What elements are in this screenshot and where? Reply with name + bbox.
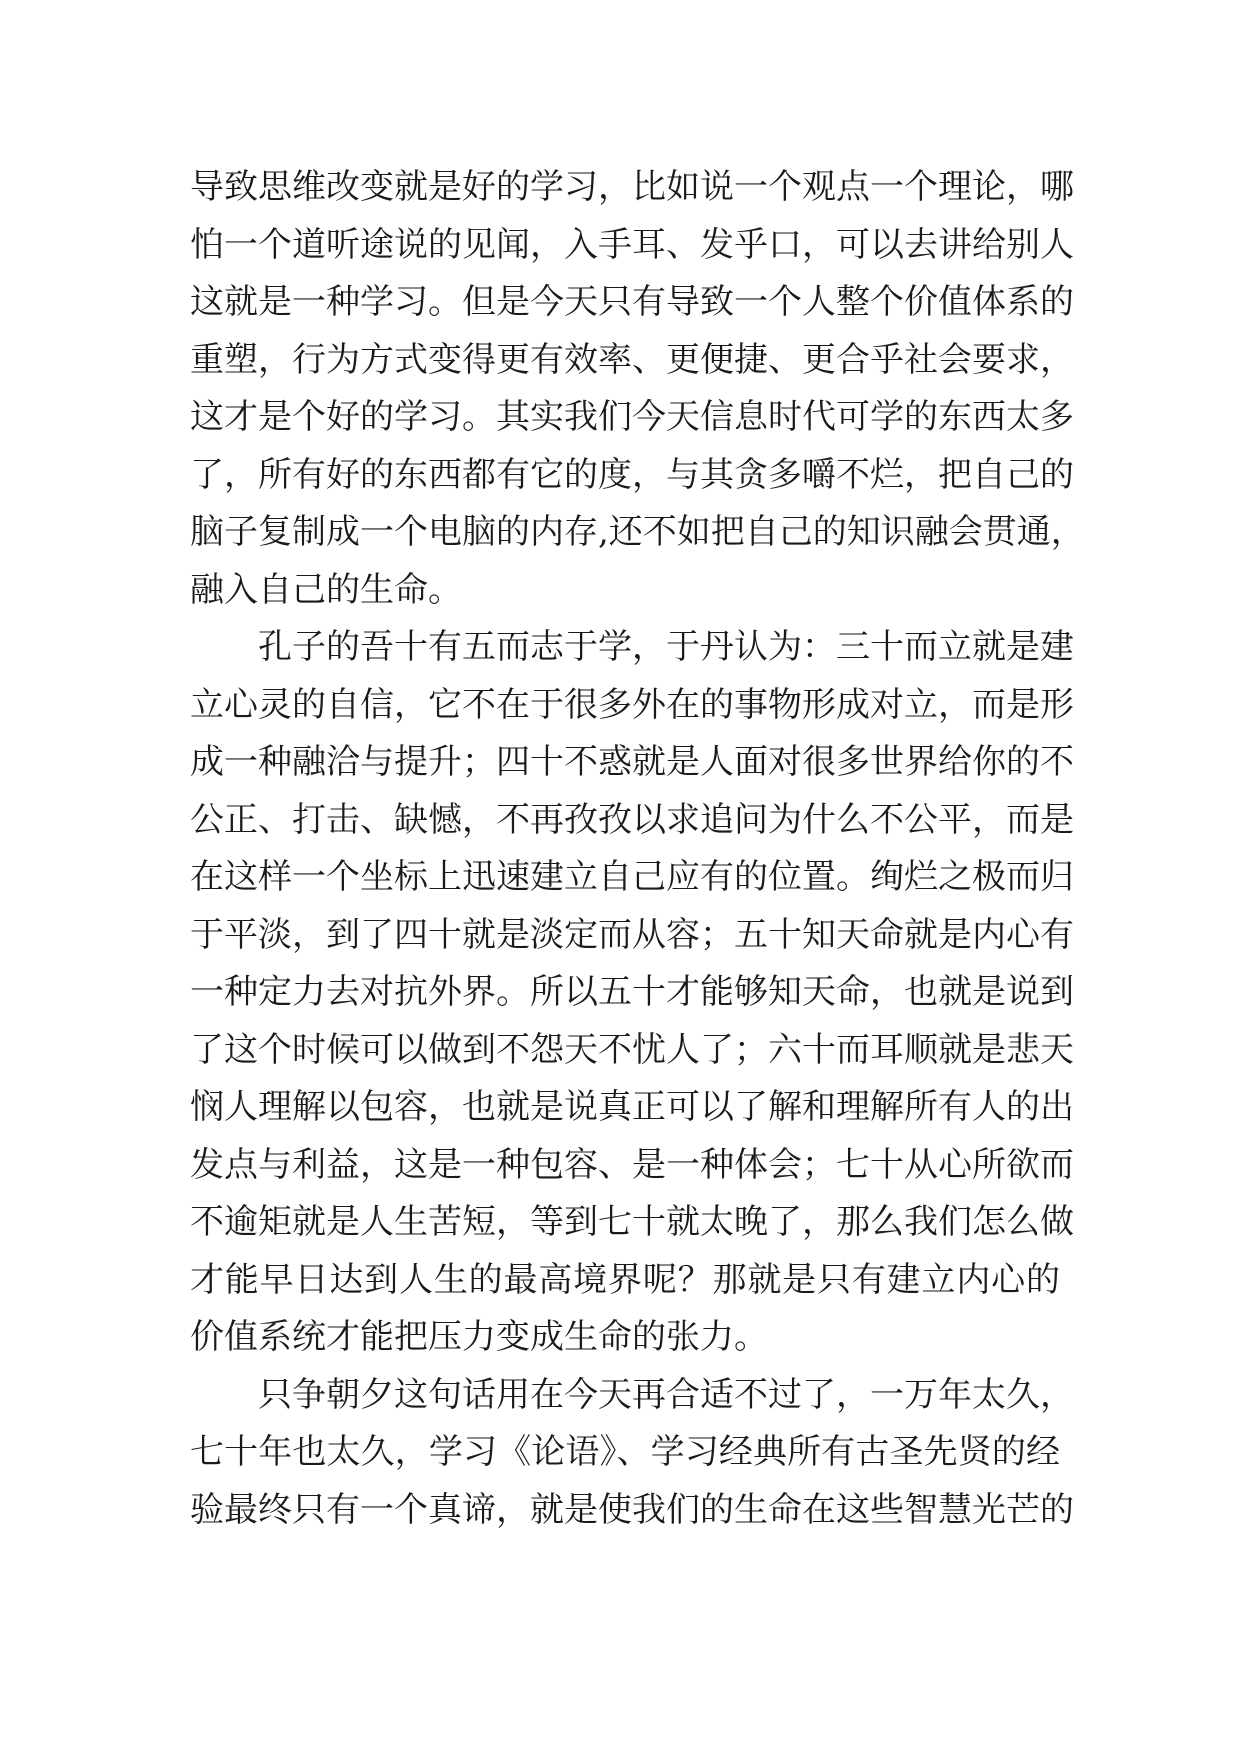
text-line: 了，所有好的东西都有它的度，与其贪多嚼不烂，把自己的	[190, 454, 1074, 495]
text-line: 价值系统才能把压力变成生命的张力。	[190, 1317, 768, 1357]
paragraph-2	[190, 619, 1074, 1367]
text-line: 脑子复制成一个电脑的内存,还不如把自己的知识融会贯通，	[190, 512, 1085, 552]
document-body	[190, 159, 1085, 1539]
text-line: 这就是一种学习。但是今天只有导致一个人整个价值体系的	[190, 282, 1074, 322]
text-line: 验最终只有一个真谛，就是使我们的生命在这些智慧光芒的	[190, 1489, 1074, 1530]
text-line: 在这样一个坐标上迅速建立自己应有的位置。绚烂之极而归	[190, 857, 1074, 897]
text-line: 融入自己的生命。	[190, 569, 462, 610]
text-line: 了这个时候可以做到不怨天不忧人了；六十而耳顺就是悲天	[190, 1029, 1074, 1070]
text-line: 立心灵的自信，它不在于很多外在的事物形成对立，而是形	[190, 684, 1074, 725]
text-line: 导致思维改变就是好的学习，比如说一个观点一个理论，哪	[190, 167, 1074, 207]
text-line: 只争朝夕这句话用在今天再合适不过了，一万年太久，	[190, 1374, 1074, 1415]
text-line: 才能早日达到人生的最高境界呢？那就是只有建立内心的	[190, 1259, 1060, 1300]
text-line: 公正、打击、缺憾，不再孜孜以求追问为什么不公平，而是	[190, 799, 1074, 840]
text-line: 发点与利益，这是一种包容、是一种体会；七十从心所欲而	[190, 1144, 1074, 1185]
text-line: 成一种融洽与提升；四十不惑就是人面对很多世界给你的不	[190, 742, 1074, 782]
text-line: 一种定力去对抗外界。所以五十才能够知天命，也就是说到	[190, 972, 1074, 1012]
text-line: 孔子的吾十有五而志于学，于丹认为：三十而立就是建	[190, 627, 1074, 667]
text-line: 悯人理解以包容，也就是说真正可以了解和理解所有人的出	[190, 1087, 1074, 1127]
text-line: 怕一个道听途说的见闻，入手耳、发乎口，可以去讲给别人	[190, 224, 1074, 265]
paragraph-1	[190, 159, 1085, 619]
paragraph-3	[190, 1367, 1074, 1540]
text-line: 不逾矩就是人生苦短，等到七十就太晚了，那么我们怎么做	[190, 1202, 1074, 1242]
text-line: 这才是个好的学习。其实我们今天信息时代可学的东西太多	[190, 397, 1074, 437]
text-line: 重塑，行为方式变得更有效率、更便捷、更合乎社会要求，	[190, 339, 1074, 380]
text-line: 七十年也太久，学习《论语》、学习经典所有古圣先贤的经	[190, 1432, 1060, 1472]
text-line: 于平淡，到了四十就是淡定而从容；五十知天命就是内心有	[190, 914, 1074, 955]
